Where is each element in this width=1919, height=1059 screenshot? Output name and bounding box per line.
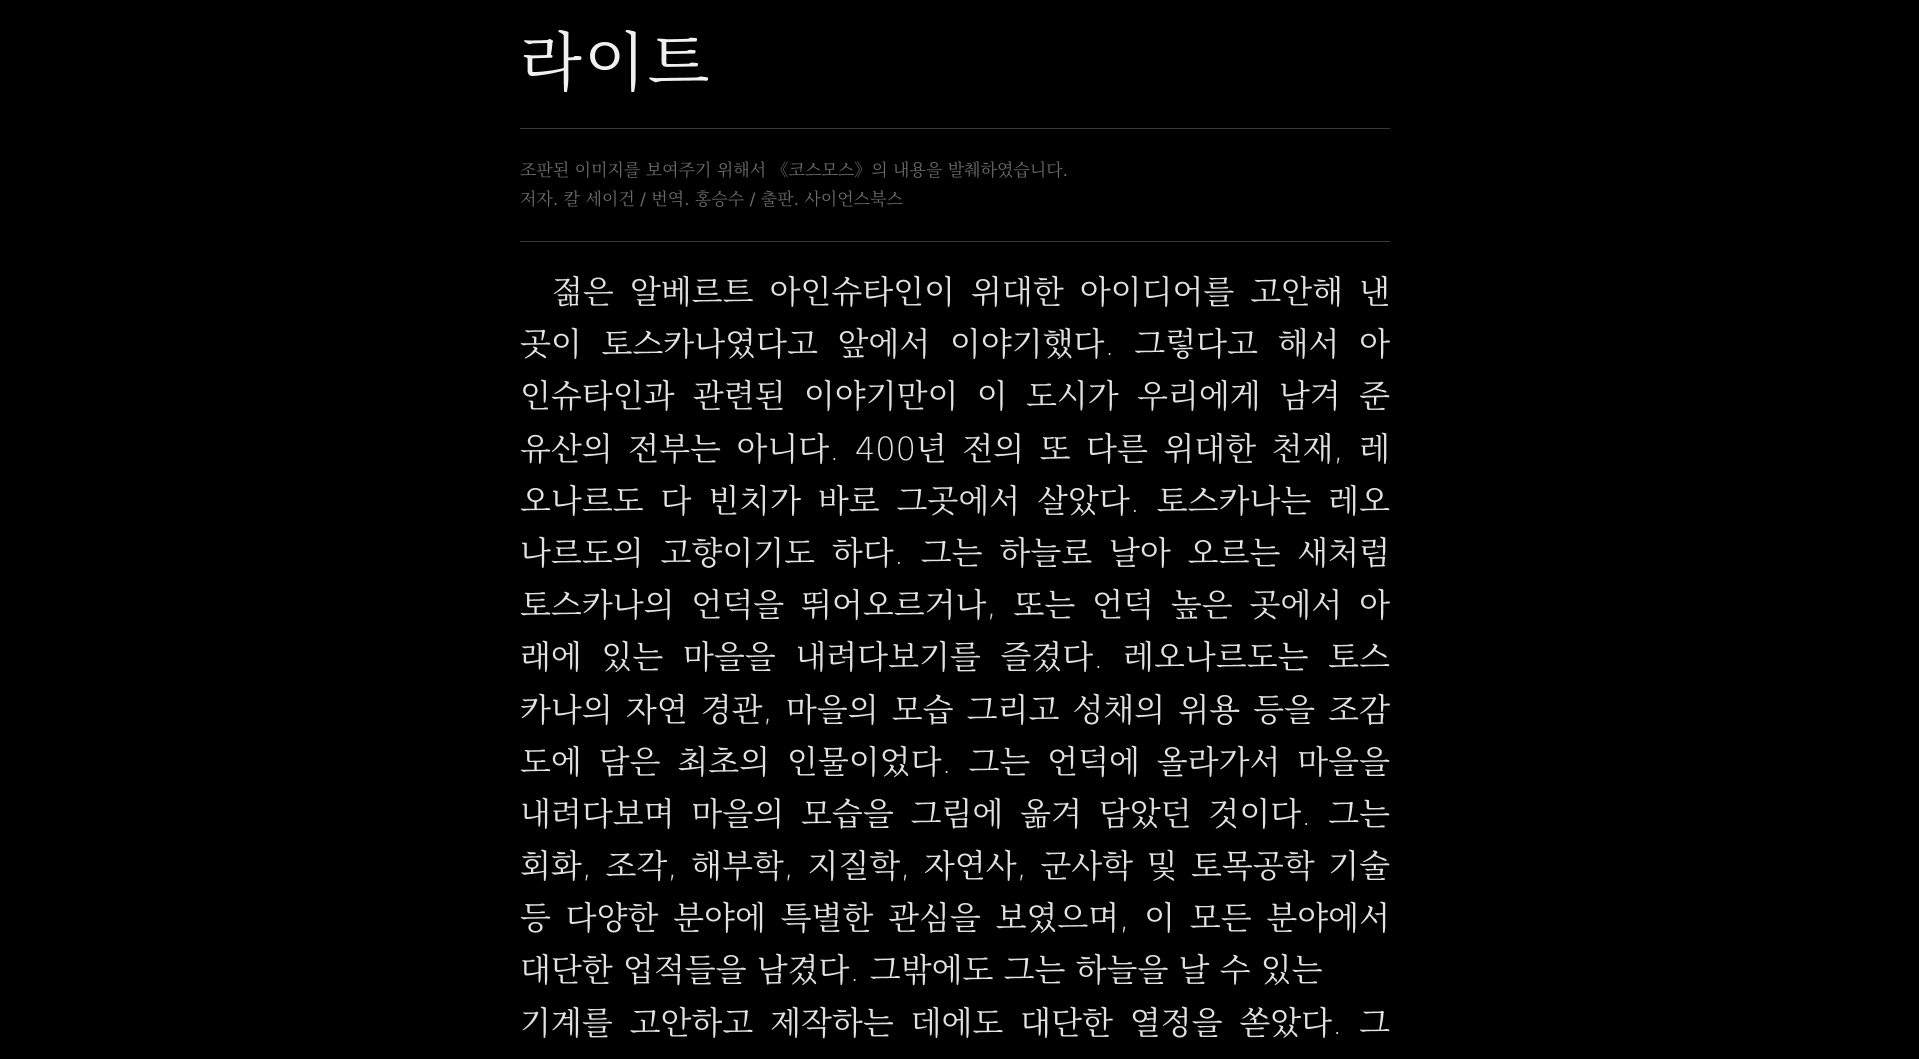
body-line: 대단한 업적들을 남겼다. 그밖에도 그는 하늘을 날 수 있는 [520,951,1323,990]
page-title: 라이트 [520,27,712,101]
body-line: 오나르도 다 빈치가 바로 그곳에서 살았다. 토스카나는 레오 [520,481,1390,520]
body-line: 토스카나의 언덕을 뛰어오르거나, 또는 언덕 높은 곳에서 아 [520,586,1390,625]
body-line: 인슈타인과 관련된 이야기만이 이 도시가 우리에게 남겨 준 [520,377,1390,416]
body-line: 젊은 알베르트 아인슈타인이 위대한 아이디어를 고안해 낸 [552,273,1390,311]
body-line: 기계를 고안하고 제작하는 데에도 대단한 열정을 쏟았다. 그 [520,1003,1390,1042]
body-line: 등 다양한 분야에 특별한 관심을 보였으며, 이 모든 분야에서 [520,899,1390,938]
reading-page [520,0,1390,1042]
body-line: 도에 담은 최초의 인물이었다. 그는 언덕에 올라가서 마을을 [520,742,1390,781]
article-body [520,266,1390,1049]
divider-top [520,128,1390,129]
body-line: 나르도의 고향이기도 하다. 그는 하늘로 날아 오르는 새처럼 [520,533,1390,572]
divider-bottom [520,241,1390,242]
source-info [520,157,1390,215]
body-line: 카나의 자연 경관, 마을의 모습 그리고 성채의 위용 등을 조감 [520,690,1390,729]
book-credits: 저자. 칼 세이건 / 번역. 홍승수 / 출판. 사이언스북스 [520,190,903,210]
body-line: 내려다보며 마을의 모습을 그림에 옮겨 담았던 것이다. 그는 [520,794,1390,833]
body-line: 유산의 전부는 아니다. 400년 전의 또 다른 위대한 천재, 레 [520,429,1390,468]
body-line: 래에 있는 마을을 내려다보기를 즐겼다. 레오나르도는 토스 [520,638,1390,677]
excerpt-notice: 조판된 이미지를 보여주기 위해서 《코스모스》의 내용을 발췌하였습니다. [520,161,1069,181]
body-line: 곳이 토스카나였다고 앞에서 이야기했다. 그렇다고 해서 아 [520,325,1390,364]
body-line: 회화, 조각, 해부학, 지질학, 자연사, 군사학 및 토목공학 기술 [520,847,1390,886]
